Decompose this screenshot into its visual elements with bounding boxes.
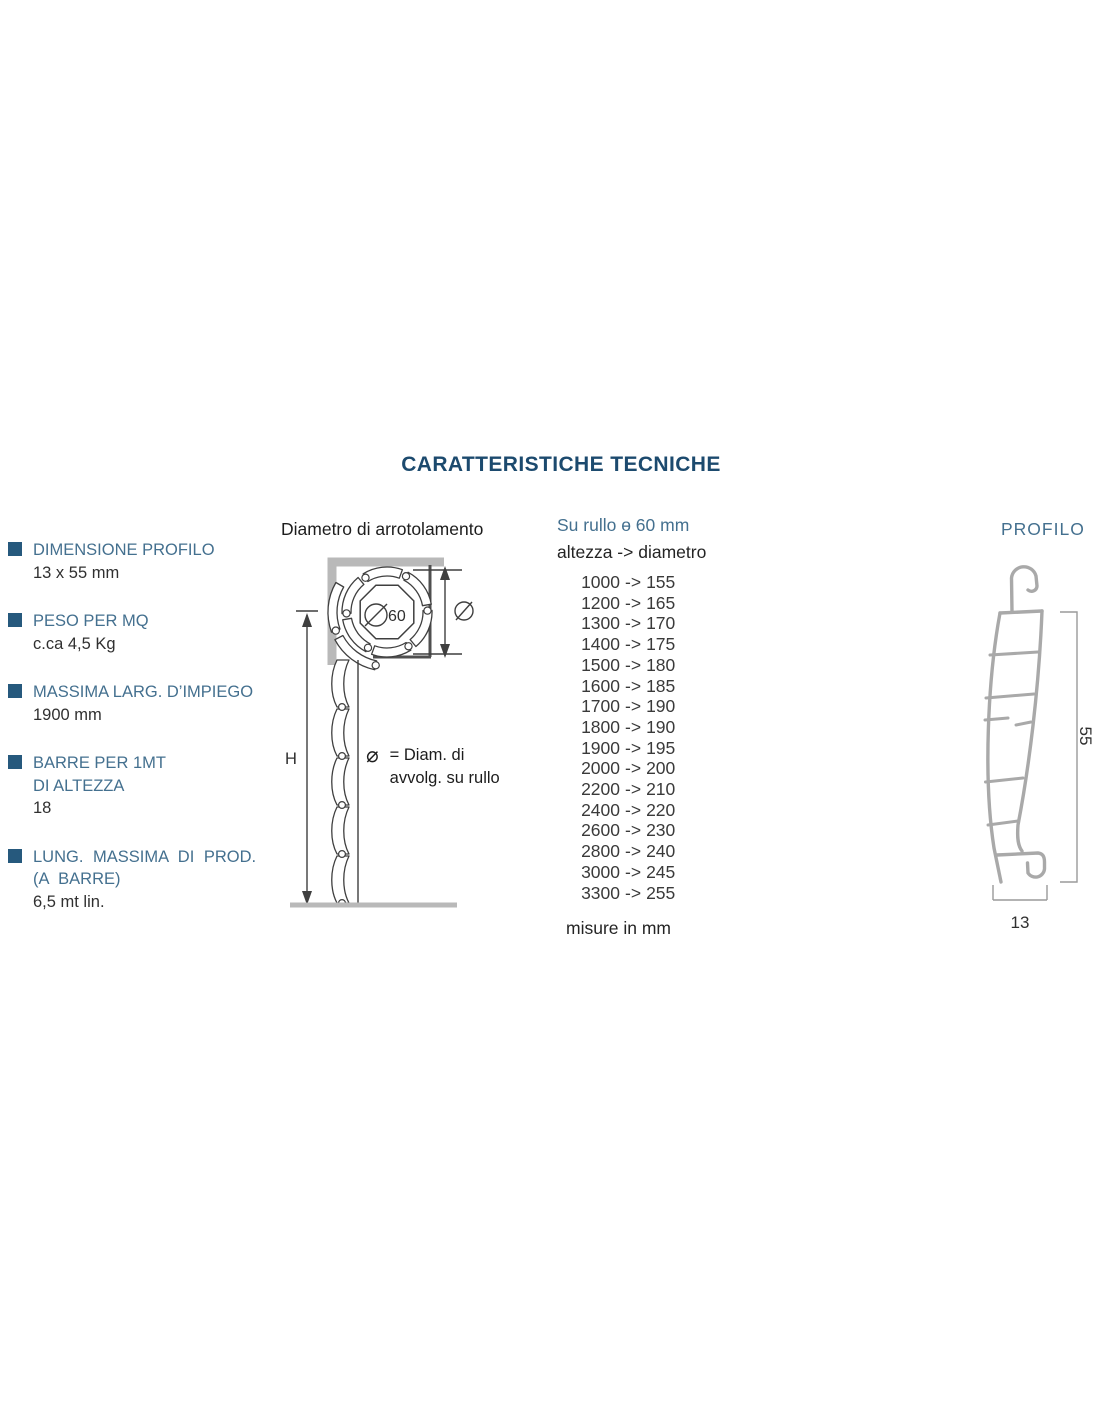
row-altezza: 1900 — [581, 737, 620, 758]
row-altezza: 1000 — [581, 572, 620, 592]
table-row — [577, 613, 757, 634]
spec-text — [33, 610, 149, 655]
row-arrow: -> — [625, 737, 642, 758]
bullet-icon — [8, 542, 22, 556]
diagram-legend — [366, 744, 500, 789]
row-diametro: 200 — [646, 758, 676, 779]
roller-table-rows — [577, 572, 757, 903]
row-arrow: -> — [625, 675, 642, 696]
legend-line-2: avvolg. su rullo — [389, 768, 500, 787]
bullet-icon — [8, 613, 22, 627]
row-arrow: -> — [625, 779, 642, 800]
table-row — [577, 572, 757, 593]
spec-item — [8, 846, 288, 914]
spec-label-line: MASSIMA LARG. D’IMPIEGO — [33, 683, 254, 701]
height-dimension — [285, 611, 318, 905]
spec-label-line: LUNG. MASSIMA DI PROD. — [33, 847, 257, 866]
table-row — [577, 717, 757, 738]
row-arrow: -> — [625, 882, 642, 903]
table-row — [577, 655, 757, 676]
spec-item — [8, 681, 288, 726]
winding-diagram-title: Diametro di arrotolamento — [281, 519, 484, 539]
row-altezza: 1200 — [581, 592, 620, 613]
row-arrow: -> — [625, 613, 642, 634]
row-arrow: -> — [625, 696, 642, 717]
row-diametro: 170 — [646, 613, 676, 634]
spec-label-line: (A BARRE) — [33, 870, 121, 888]
roller-table-subtitle: altezza -> diametro — [557, 542, 707, 562]
row-diametro: 220 — [646, 799, 676, 820]
row-arrow: -> — [625, 716, 642, 737]
bullet-icon — [8, 684, 22, 698]
profile-cross-section — [985, 567, 1045, 882]
profile-drawing — [960, 548, 1100, 948]
row-diametro: 230 — [646, 820, 676, 841]
profile-width-dimension — [993, 885, 1047, 932]
spec-value-line: 1900 mm — [33, 705, 102, 724]
row-arrow: -> — [625, 841, 642, 862]
spec-value-line: 6,5 mt lin. — [33, 892, 105, 911]
table-row — [577, 758, 757, 779]
page-title: CARATTERISTICHE TECNICHE — [401, 453, 721, 476]
row-altezza: 1600 — [581, 675, 620, 696]
row-altezza: 2200 — [581, 779, 620, 800]
spec-text — [33, 752, 166, 820]
row-diametro: 240 — [646, 841, 676, 862]
row-arrow: -> — [625, 799, 642, 820]
row-diametro: 245 — [646, 861, 676, 882]
spec-item — [8, 539, 288, 584]
spec-label-line: BARRE PER 1MT — [33, 754, 166, 772]
spec-text — [33, 846, 256, 914]
profile-title: PROFILO — [1001, 519, 1085, 539]
winding-diagram-drawing — [280, 518, 520, 918]
row-altezza: 1500 — [581, 654, 620, 675]
table-row — [577, 862, 757, 883]
row-diametro: 185 — [646, 675, 676, 696]
row-altezza: 2000 — [581, 758, 620, 779]
row-diametro: 190 — [646, 696, 676, 717]
table-row — [577, 883, 757, 904]
spec-value-line: 18 — [33, 799, 52, 817]
table-row — [577, 779, 757, 800]
row-diametro: 195 — [646, 737, 676, 758]
spec-text — [33, 681, 253, 726]
table-row — [577, 634, 757, 655]
table-row — [577, 593, 757, 614]
row-arrow: -> — [625, 634, 642, 655]
bullet-icon — [8, 755, 22, 769]
row-altezza: 2600 — [581, 820, 620, 841]
spec-value-line: c.ca 4,5 Kg — [33, 634, 116, 653]
curtain-slats — [332, 660, 358, 906]
row-altezza: 2800 — [581, 841, 620, 862]
row-arrow: -> — [625, 758, 642, 779]
profile-width-value: 13 — [1010, 913, 1030, 932]
table-row — [577, 738, 757, 759]
legend-text — [390, 744, 500, 789]
profile-height-dimension — [1060, 612, 1095, 882]
table-row — [577, 676, 757, 697]
diameter-dimension — [413, 566, 473, 658]
row-diametro: 155 — [646, 572, 676, 592]
row-diametro: 255 — [646, 882, 676, 903]
table-row — [577, 696, 757, 717]
roller-table-title: Su rullo ɵ 60 mm — [557, 515, 690, 535]
row-altezza: 3300 — [581, 882, 620, 903]
table-row — [577, 800, 757, 821]
roller-table-footer: misure in mm — [566, 918, 672, 939]
table-row — [577, 841, 757, 862]
table-row — [577, 820, 757, 841]
row-altezza: 3000 — [581, 861, 620, 882]
row-altezza: 1300 — [581, 613, 620, 634]
row-arrow: -> — [625, 572, 642, 592]
spec-label-line: PESO PER MQ — [33, 612, 149, 630]
row-arrow: -> — [625, 592, 642, 613]
spec-text — [33, 539, 215, 584]
spec-item — [8, 610, 288, 655]
row-arrow: -> — [625, 861, 642, 882]
spec-label-line: DI ALTEZZA — [33, 776, 125, 795]
spec-value-line: 13 x 55 mm — [33, 563, 120, 582]
height-label: H — [285, 750, 297, 768]
row-altezza: 1800 — [581, 716, 620, 737]
legend-line-1: = Diam. di — [389, 746, 465, 764]
roller-table — [557, 515, 757, 939]
roller-diameter-value: 60 — [388, 608, 406, 625]
row-altezza: 1400 — [581, 634, 620, 655]
specs-list — [8, 539, 288, 939]
row-arrow: -> — [625, 654, 642, 675]
row-arrow: -> — [625, 820, 642, 841]
row-diametro: 190 — [646, 716, 676, 737]
bullet-icon — [8, 849, 22, 863]
row-diametro: 180 — [646, 654, 676, 675]
row-altezza: 2400 — [581, 799, 620, 820]
spec-label-line: DIMENSIONE PROFILO — [33, 541, 215, 559]
spec-item — [8, 752, 288, 820]
profile-height-value: 55 — [1076, 726, 1096, 746]
row-diametro: 210 — [646, 779, 676, 800]
row-diametro: 165 — [646, 592, 676, 613]
row-altezza: 1700 — [581, 696, 620, 717]
diameter-symbol-icon: ⌀ — [366, 744, 379, 767]
row-diametro: 175 — [646, 634, 676, 655]
